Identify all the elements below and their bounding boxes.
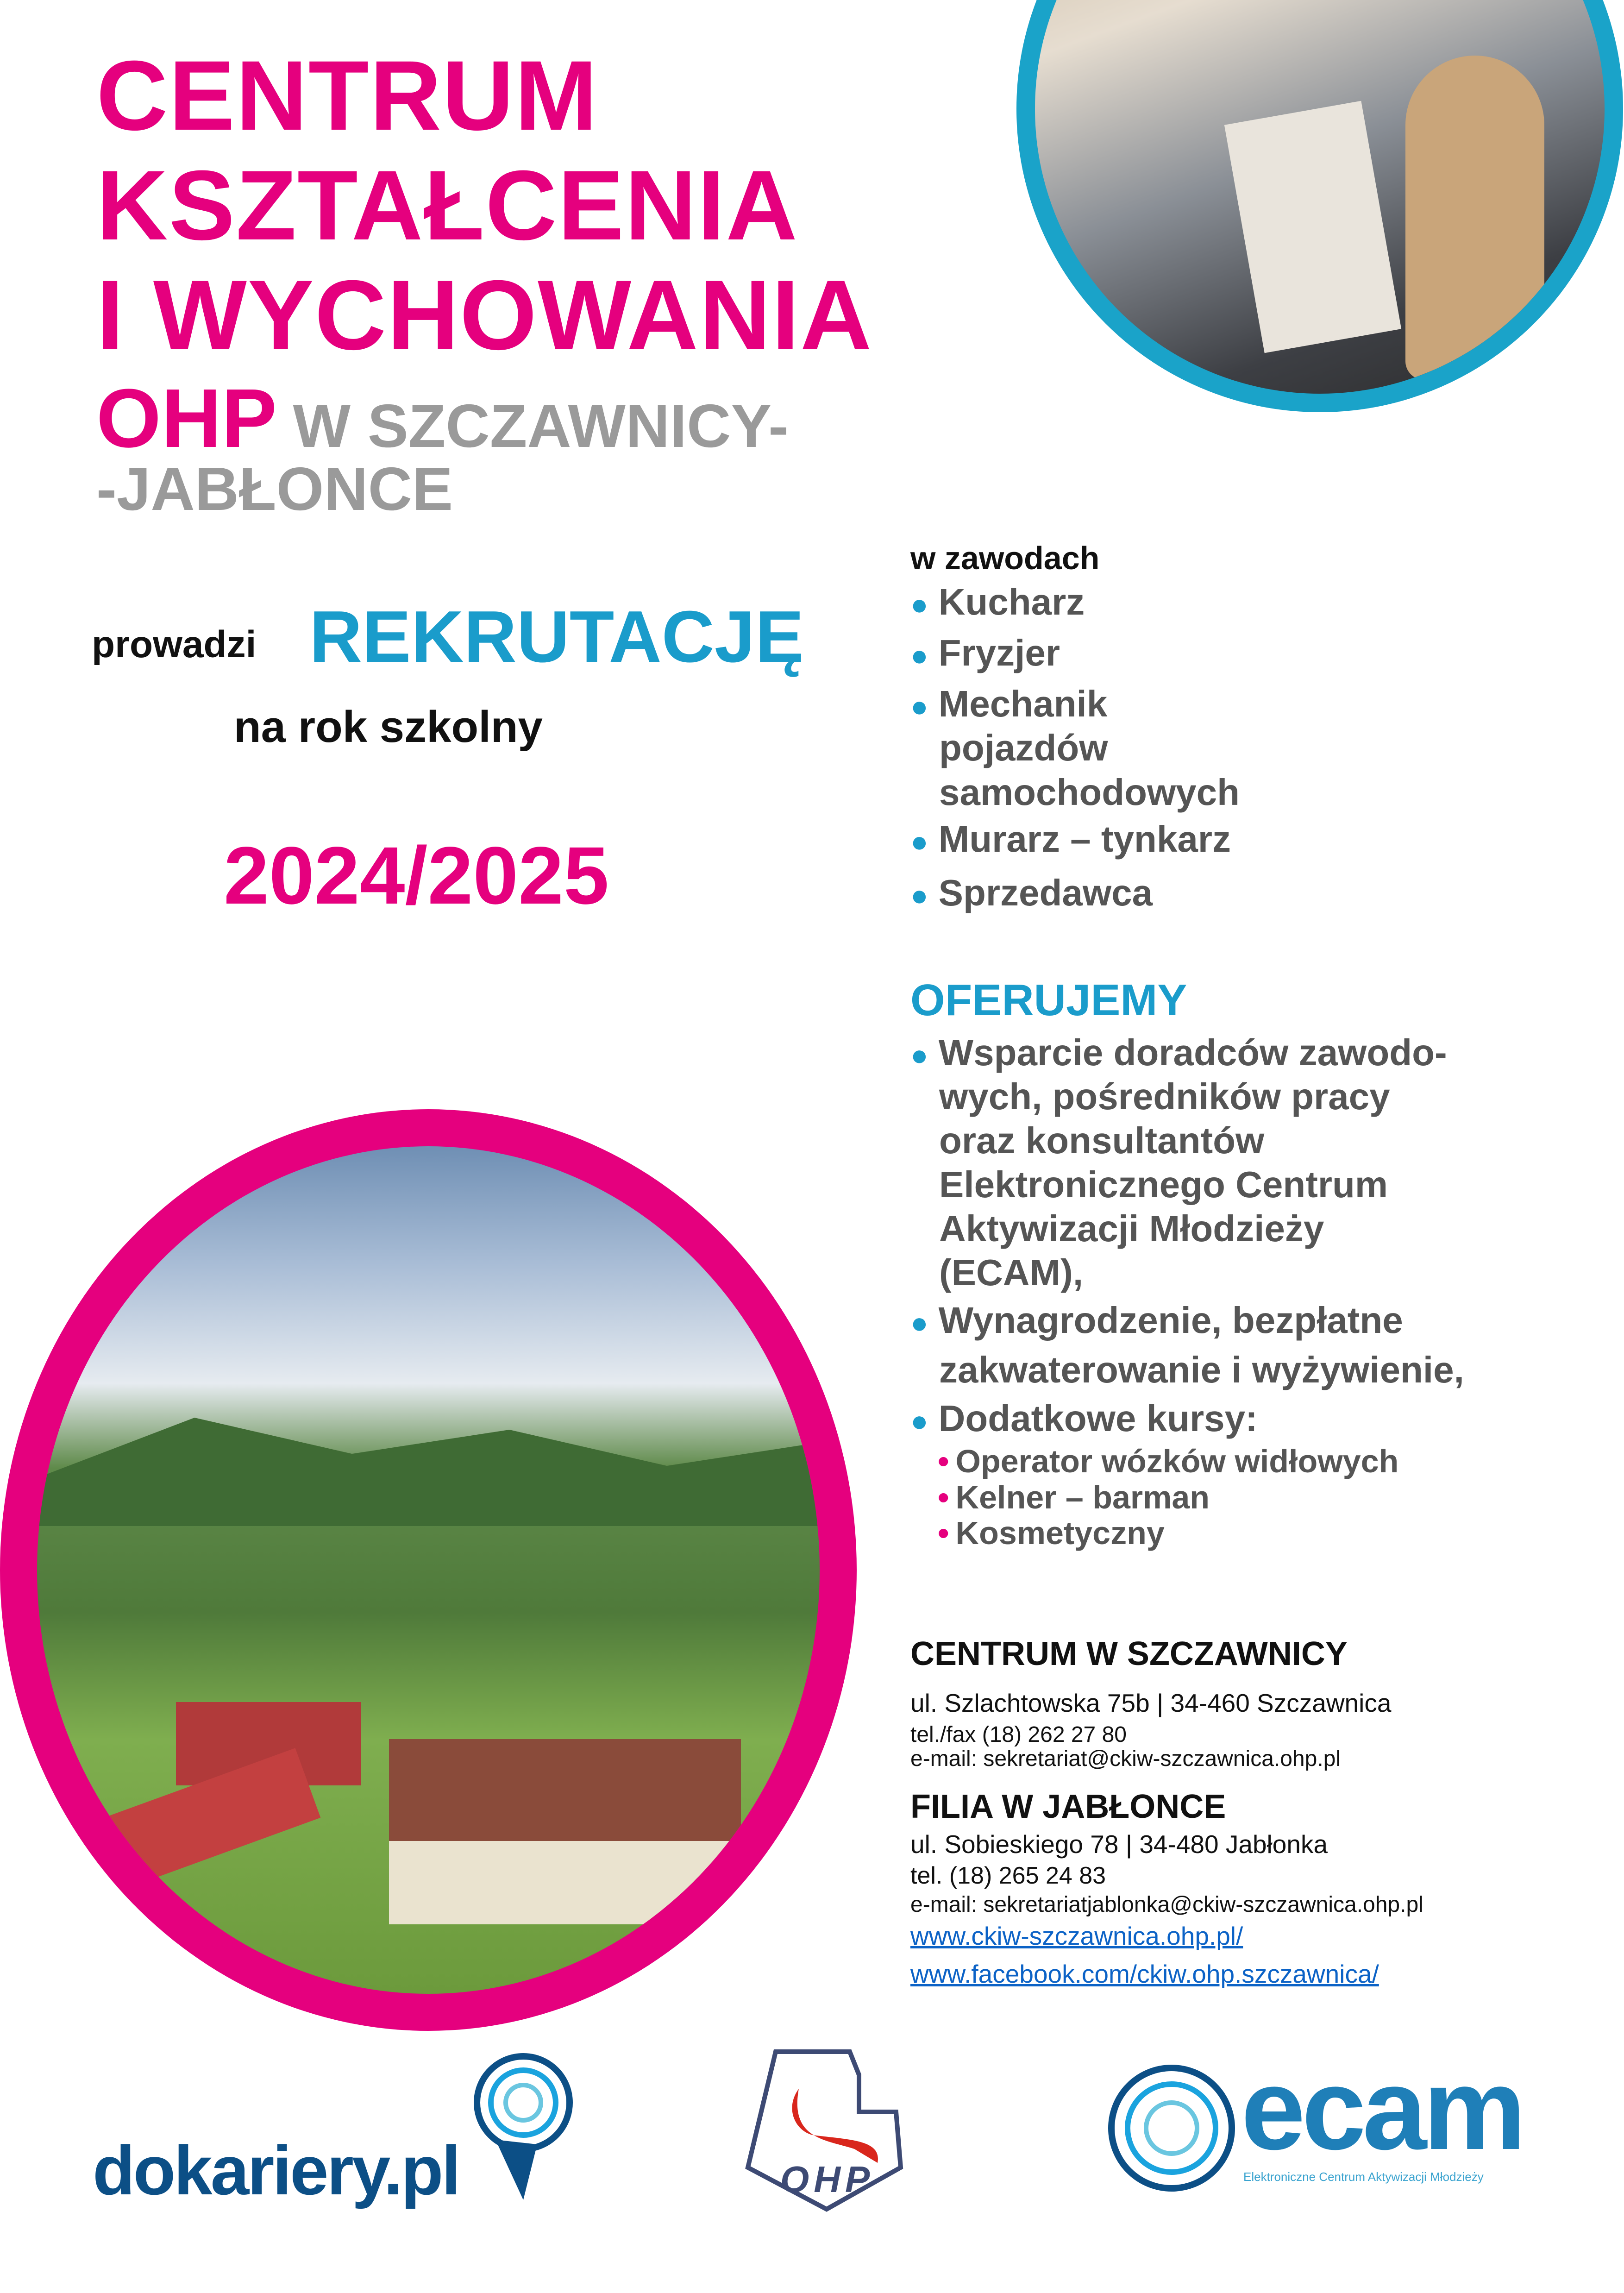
offer-item-cont: zakwaterowanie i wyżywienie, — [939, 1349, 1464, 1390]
profession-item-cont: samochodowych — [939, 772, 1240, 813]
website-link[interactable]: www.ckiw-szczawnica.ohp.pl/ — [910, 1922, 1243, 1950]
ohp-logo — [743, 2047, 919, 2214]
landscape-photo — [0, 1109, 857, 2031]
branch-address: ul. Sobieskiego 78 | 34-480 Jabłonka — [910, 1830, 1328, 1859]
ecam-logo — [1102, 2044, 1528, 2205]
photo-building-wall — [389, 1841, 741, 1924]
facebook-link[interactable]: www.facebook.com/ckiw.ohp.szczawnica/ — [910, 1960, 1379, 1988]
offer-item-cont: wych, pośredników pracy — [939, 1076, 1390, 1117]
location-line-2: -JABŁONCE — [96, 455, 453, 523]
main-center-email: e-mail: sekretariat@ckiw-szczawnica.ohp.pl — [910, 1746, 1341, 1771]
title-line-2: KSZTAŁCENIA — [96, 150, 798, 261]
profession-item-cont: pojazdów — [939, 727, 1108, 768]
title-line-3: I WYCHOWANIA — [96, 260, 873, 371]
photo-hills — [37, 1406, 824, 1526]
course-item: • Kelner – barman — [938, 1479, 1210, 1515]
recruitment-prefix: prowadzi — [92, 623, 257, 666]
main-center-address: ul. Szlachtowska 75b | 34-460 Szczawnica — [910, 1689, 1392, 1717]
offer-item: ● Wynagrodzenie, bezpłatne — [910, 1300, 1403, 1341]
offer-heading: OFERUJEMY — [910, 975, 1187, 1025]
offer-item-cont: Aktywizacji Młodzieży — [939, 1208, 1324, 1249]
profession-item: ● Mechanik — [910, 683, 1108, 724]
dokariery-logo — [93, 2052, 695, 2209]
photo-detail — [1224, 101, 1401, 353]
profession-item: ● Murarz – tynkarz — [910, 818, 1231, 860]
photo-person — [1405, 56, 1544, 380]
ohp-logo-text: OHP — [780, 2159, 875, 2200]
ecam-subtitle: Elektroniczne Centrum Aktywizacji Młodzieży — [1243, 2170, 1484, 2184]
recruitment-highlight: REKRUTACJĘ — [309, 596, 804, 678]
offer-item-cont: oraz konsultantów — [939, 1120, 1265, 1161]
school-year: 2024/2025 — [224, 830, 609, 921]
branch-heading: FILIA W JABŁONCE — [910, 1788, 1226, 1825]
branch-phone: tel. (18) 265 24 83 — [910, 1862, 1106, 1889]
course-item: • Kosmetyczny — [938, 1515, 1165, 1551]
location-line-1: W SZCZAWNICY- — [293, 392, 789, 460]
ecam-target-icon — [1102, 2052, 1241, 2205]
professions-heading: w zawodach — [910, 540, 1100, 576]
event-photo — [1016, 0, 1623, 412]
ecam-text: ecam — [1241, 2044, 1523, 2174]
dokariery-text: dokariery.pl — [93, 2131, 459, 2209]
offer-item: ● Wsparcie doradców zawodo- — [910, 1032, 1447, 1073]
offer-item-cont: Elektronicznego Centrum — [939, 1164, 1388, 1205]
title-line-4 — [96, 371, 789, 466]
main-center-phone: tel./fax (18) 262 27 80 — [910, 1722, 1127, 1747]
profession-item: ● Fryzjer — [910, 632, 1060, 673]
photo-building-roof — [389, 1739, 741, 1841]
profession-item: ● Sprzedawca — [910, 872, 1153, 913]
school-year-label: na rok szkolny — [234, 702, 543, 752]
ohp-text: OHP — [96, 372, 277, 465]
offer-item: ● Dodatkowe kursy: — [910, 1398, 1258, 1439]
profession-item: ● Kucharz — [910, 581, 1085, 622]
course-item: • Operator wózków widłowych — [938, 1443, 1399, 1479]
main-center-heading: CENTRUM W SZCZAWNICY — [910, 1635, 1348, 1672]
title-line-1: CENTRUM — [96, 40, 598, 151]
branch-email: e-mail: sekretariatjablonka@ckiw-szczawnica.ohp.pl — [910, 1892, 1423, 1917]
offer-item-cont: (ECAM), — [939, 1252, 1084, 1293]
